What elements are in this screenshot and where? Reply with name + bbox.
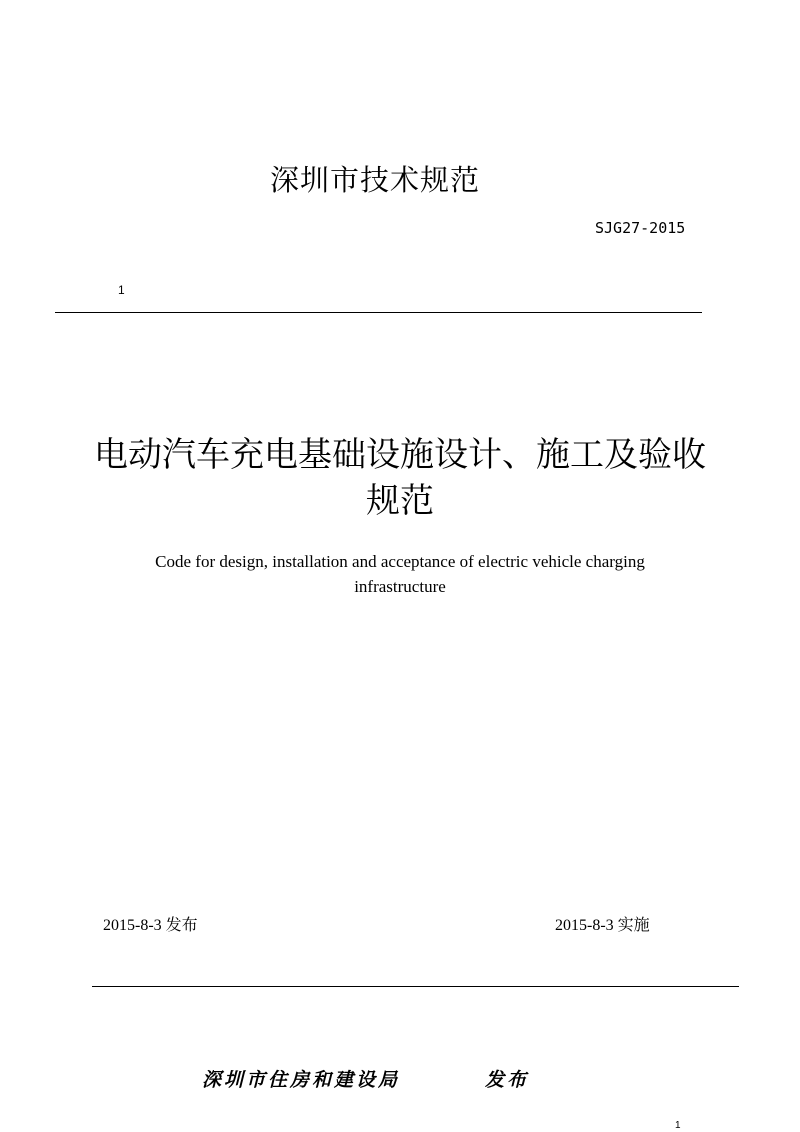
issue-date: 2015-8-3 发布 <box>103 917 198 934</box>
header-marker: 1 <box>118 283 125 297</box>
implementation-date: 2015-8-3 实施 <box>555 917 650 934</box>
english-title-line-1: Code for design, installation and acceptance of electric vehicle charging <box>155 552 645 571</box>
main-title-line-2: 规范 <box>366 481 434 521</box>
bottom-divider <box>92 986 739 987</box>
top-divider <box>55 312 702 313</box>
main-title <box>0 432 800 524</box>
publish-label: 发布 <box>485 1069 530 1091</box>
page-number: 1 <box>675 1120 681 1131</box>
publisher-name: 深圳市住房和建设局 <box>202 1069 401 1091</box>
english-title <box>0 549 800 599</box>
main-title-line-1: 电动汽车充电基础设施设计、施工及验收 <box>94 435 706 475</box>
standard-number: SJG27-2015 <box>595 219 686 237</box>
document-category-title: 深圳市技术规范 <box>269 163 480 197</box>
english-title-line-2: infrastructure <box>354 577 446 596</box>
